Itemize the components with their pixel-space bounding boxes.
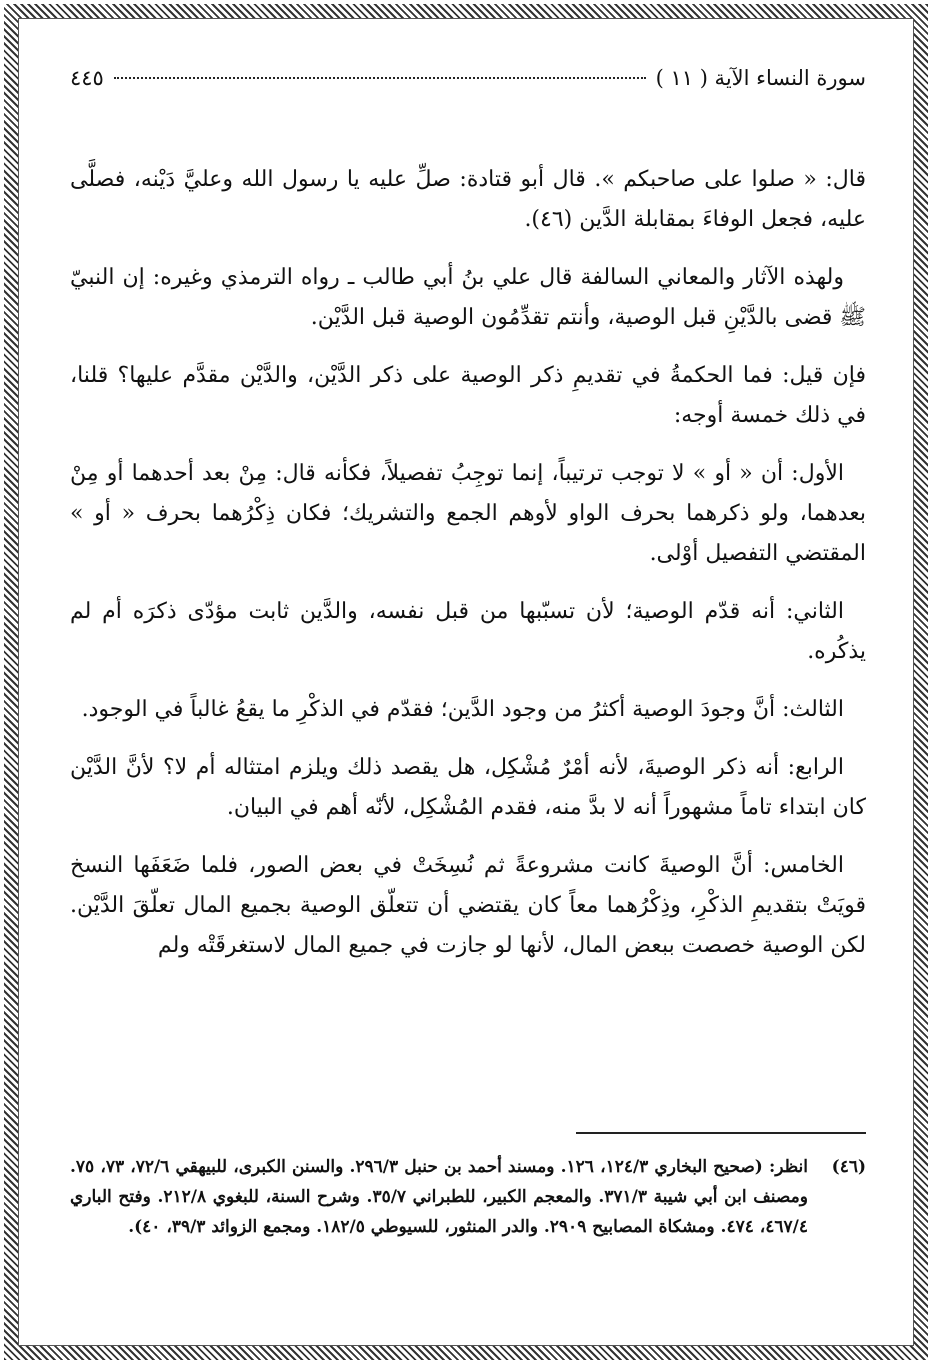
paragraph: فإن قيل: فما الحكمةُ في تقديمِ ذكر الوصية على ذكر الدَّيْن، والدَّيْن مقدَّم عليها؟ قلنا، في ذلك خمسة أوجه: [70, 363, 866, 428]
page-header [70, 66, 866, 106]
paragraph: الرابع: أنه ذكر الوصيةَ، لأنه أمْرٌ مُشْكِل، هل يقصد ذلك ويلزم امتثاله أم لا؟ لأنَّ الدَّيْن كان ابتداء تاماً مشهوراً أنه لا بدَّ منه، فقدم المُشْكِل، لأنّه أهم في البيان. [70, 755, 866, 820]
footnote [70, 1152, 866, 1242]
paragraph: ولهذه الآثار والمعاني السالفة قال علي بنُ أبي طالب ـ رواه الترمذي وغيره: إن النبيّ ﷺ قضى بالدَّيْنِ قبل الوصية، وأنتم تقدِّمُون الوصية قبل الدَّيْن. [70, 265, 866, 330]
paragraph: الأول: أن « أو » لا توجب ترتيباً، إنما توجِبُ تفصيلاً، فكأنه قال: مِنْ بعد أحدهما أو مِنْ بعدهما، ولو ذكرهما بحرف الواو لأوهم الجمع والتشريك؛ فكان ذِكْرُهما بحرف « أو » المقتضي التفصيل أوْلى. [70, 461, 866, 566]
paragraph: قال: « صلوا على صاحبكم ». قال أبو قتادة: صلِّ عليه يا رسول الله وعليَّ دَيْنه، فصلَّى عليه، فجعل الوفاءَ بمقابلة الدَّين (٤٦). [70, 167, 866, 232]
main-text [70, 160, 866, 966]
paragraph: الخامس: أنَّ الوصيةَ كانت مشروعةً ثم نُسِخَتْ في بعض الصور، فلما ضَعَفَها النسخ قويَتْ بتقديمِ الذكْرِ، وذِكْرُهما معاً كان يقتضي أن تتعلّق الوصية بجميع المال تعلّقَ الدَّيْن. لكن الوصية خصصت ببعض المال، لأنها لو جازت في جميع المال لاستغرقَتْه ولم [70, 853, 866, 958]
header-dot-leader [114, 77, 646, 79]
running-title: سورة النساء الآية ( ١١ ) [655, 66, 866, 90]
paragraph: الثالث: أنَّ وجودَ الوصية أكثرُ من وجود الدَّين؛ فقدّم في الذكْرِ ما يقعُ غالباً في الوجود. [81, 697, 844, 722]
book-page [70, 66, 866, 1316]
paragraph: الثاني: أنه قدّم الوصية؛ لأن تسبّبها من قبل نفسه، والدَّين ثابت مؤدّى ذكرَه أم لم يذكُره. [70, 599, 866, 664]
footnote-text: انظر: (صحيح البخاري ١٢٤/٣، ١٢٦. ومسند أحمد بن حنبل ٢٩٦/٣. والسنن الكبرى، للبيهقي ٧٢/٦، ٧٣، ٧٥. ومصنف ابن أبي شيبة ٣٧١/٣. والمعجم الكبير، للطبراني ٣٥/٧. وشرح السنة، للبغوي ٢١٢/٨. وفتح الباري ٤٦٧/٤، ٤٧٤. ومشكاة المصابيح ٢٩٠٩. والدر المنثور، للسيوطي ١٨٢/٥. ومجمع الزوائد ٣٩/٣، ٤٠). [70, 1157, 809, 1237]
footnote-divider [576, 1132, 866, 1134]
page-number: ٤٤٥ [70, 66, 104, 90]
footnote-number: (٤٦) [831, 1157, 866, 1177]
